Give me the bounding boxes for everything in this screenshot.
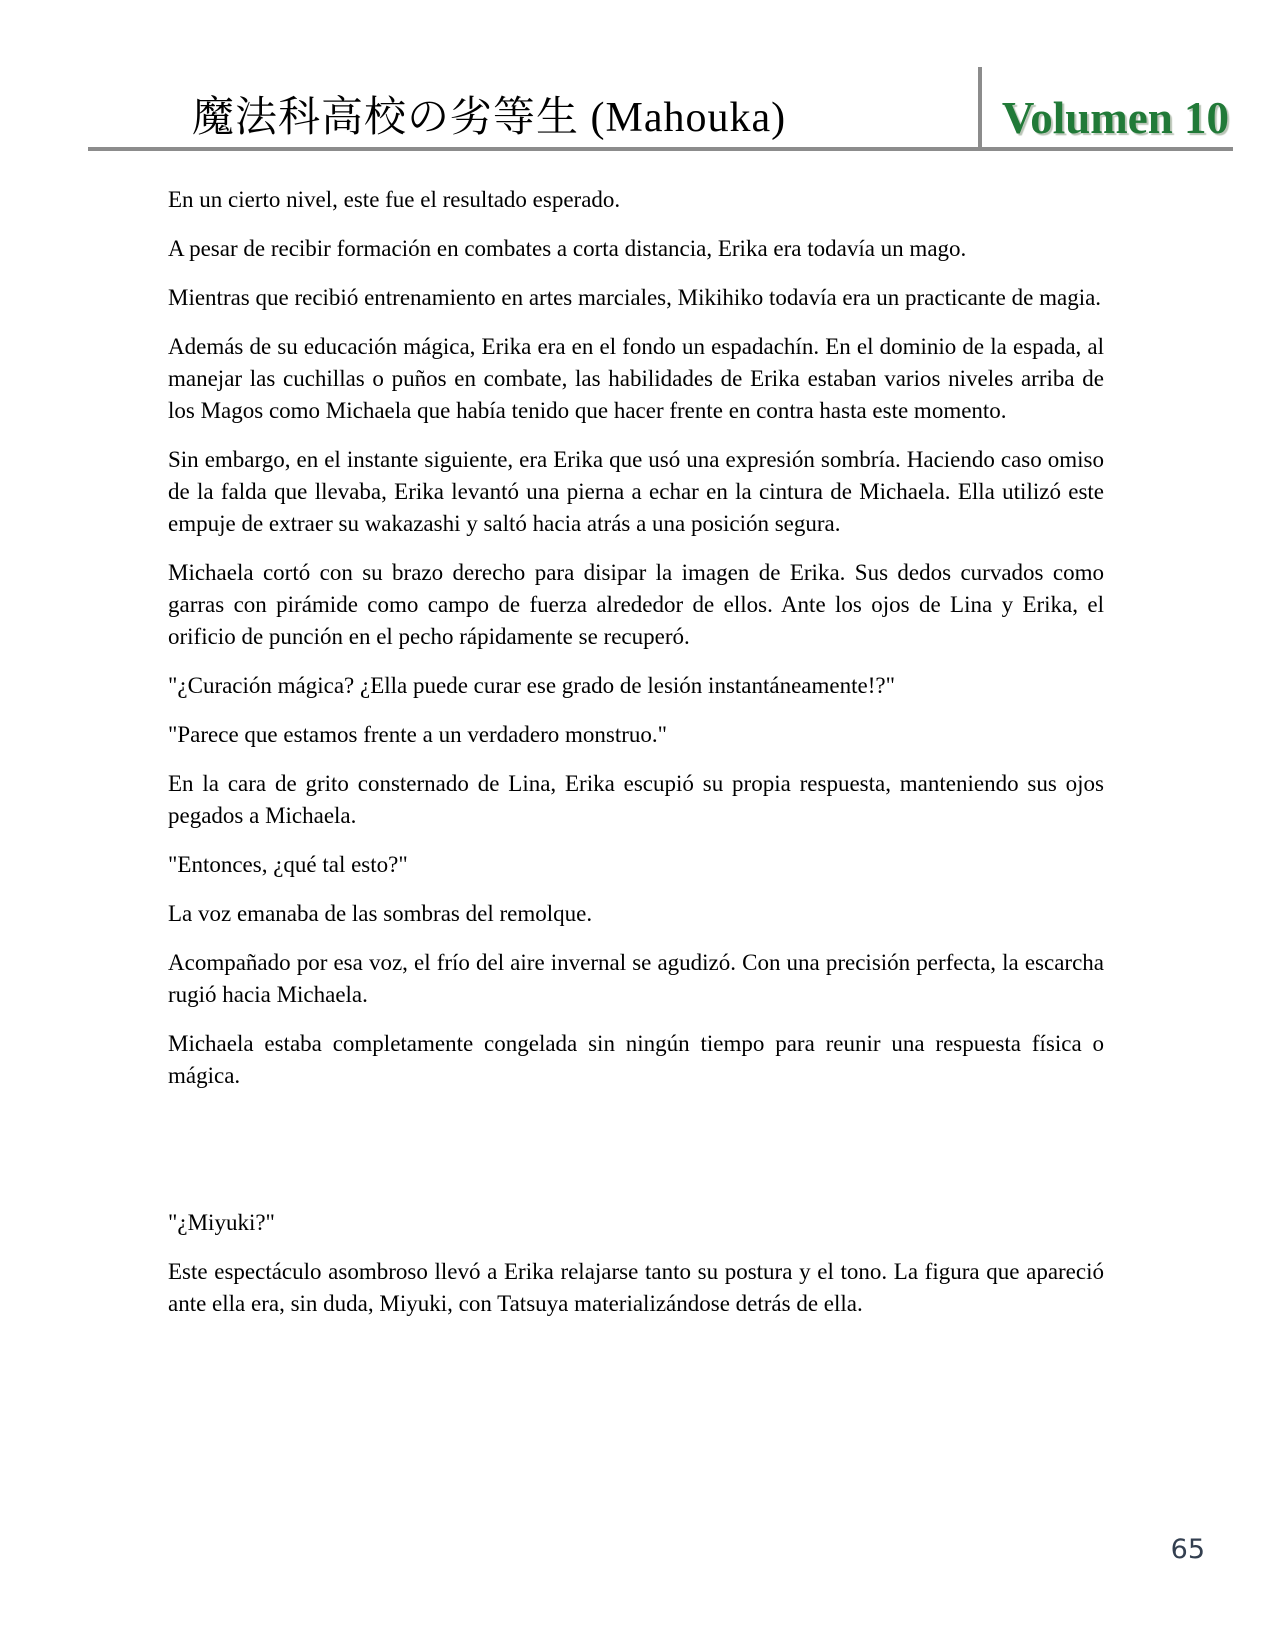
paragraph: Michaela cortó con su brazo derecho para disipar la imagen de Erika. Sus dedos curvados como garras con pirámide como campo de fuerza alrededor de ellos. Ante los ojos de Lina y Erika, el orificio de punción en el pecho rápidamente se recuperó. (168, 560, 1104, 649)
blank-paragraph (168, 1158, 1104, 1190)
page-number: 65 (1170, 1534, 1205, 1565)
paragraph: Mientras que recibió entrenamiento en artes marciales, Mikihiko todavía era un practicante de magia. (168, 285, 1102, 310)
paragraph: Este espectáculo asombroso llevó a Erika relajarse tanto su postura y el tono. La figura que apareció ante ella era, sin duda, Miyuki, con Tatsuya materializándose detrás de ella. (168, 1259, 1104, 1316)
paragraph: "¿Miyuki?" (168, 1210, 275, 1235)
paragraph: La voz emanaba de las sombras del remolque. (168, 901, 593, 926)
paragraph: En un cierto nivel, este fue el resultado esperado. (168, 187, 621, 212)
volume-label: Volumen 10 (1001, 93, 1229, 143)
paragraph: "¿Curación mágica? ¿Ella puede curar ese grado de lesión instantáneamente!?" (168, 673, 895, 698)
document-title: 魔法科高校の劣等生 (Mahouka) (192, 95, 787, 141)
paragraph: "Entonces, ¿qué tal esto?" (168, 852, 408, 877)
body-text (168, 151, 1104, 1320)
paragraph: En la cara de grito consternado de Lina, Erika escupió su propia respuesta, manteniendo sus ojos pegados a Michaela. (168, 771, 1104, 828)
paragraph: "Parece que estamos frente a un verdadero monstruo." (168, 722, 668, 747)
paragraph: Acompañado por esa voz, el frío del aire invernal se agudizó. Con una precisión perfecta, la escarcha rugió hacia Michaela. (168, 950, 1104, 1007)
paragraph: A pesar de recibir formación en combates a corta distancia, Erika era todavía un mago. (168, 236, 967, 261)
blank-paragraph (168, 1109, 1104, 1141)
paragraph: Sin embargo, en el instante siguiente, era Erika que usó una expresión sombría. Haciendo caso omiso de la falda que llevaba, Erika levantó una pierna a echar en la cintura de Michaela. Ella utilizó este empuje de extraer su wakazashi y saltó hacia atrás a una posición segura. (168, 447, 1104, 536)
paragraph: Además de su educación mágica, Erika era en el fondo un espadachín. En el dominio de la espada, al manejar las cuchillas o puños en combate, las habilidades de Erika estaban varios niveles arriba de los Magos como Michaela que había tenido que hacer frente en contra hasta este momento. (168, 334, 1104, 423)
paragraph: Michaela estaba completamente congelada sin ningún tiempo para reunir una respuesta física o mágica. (168, 1031, 1104, 1088)
page-header (88, 58, 1233, 151)
